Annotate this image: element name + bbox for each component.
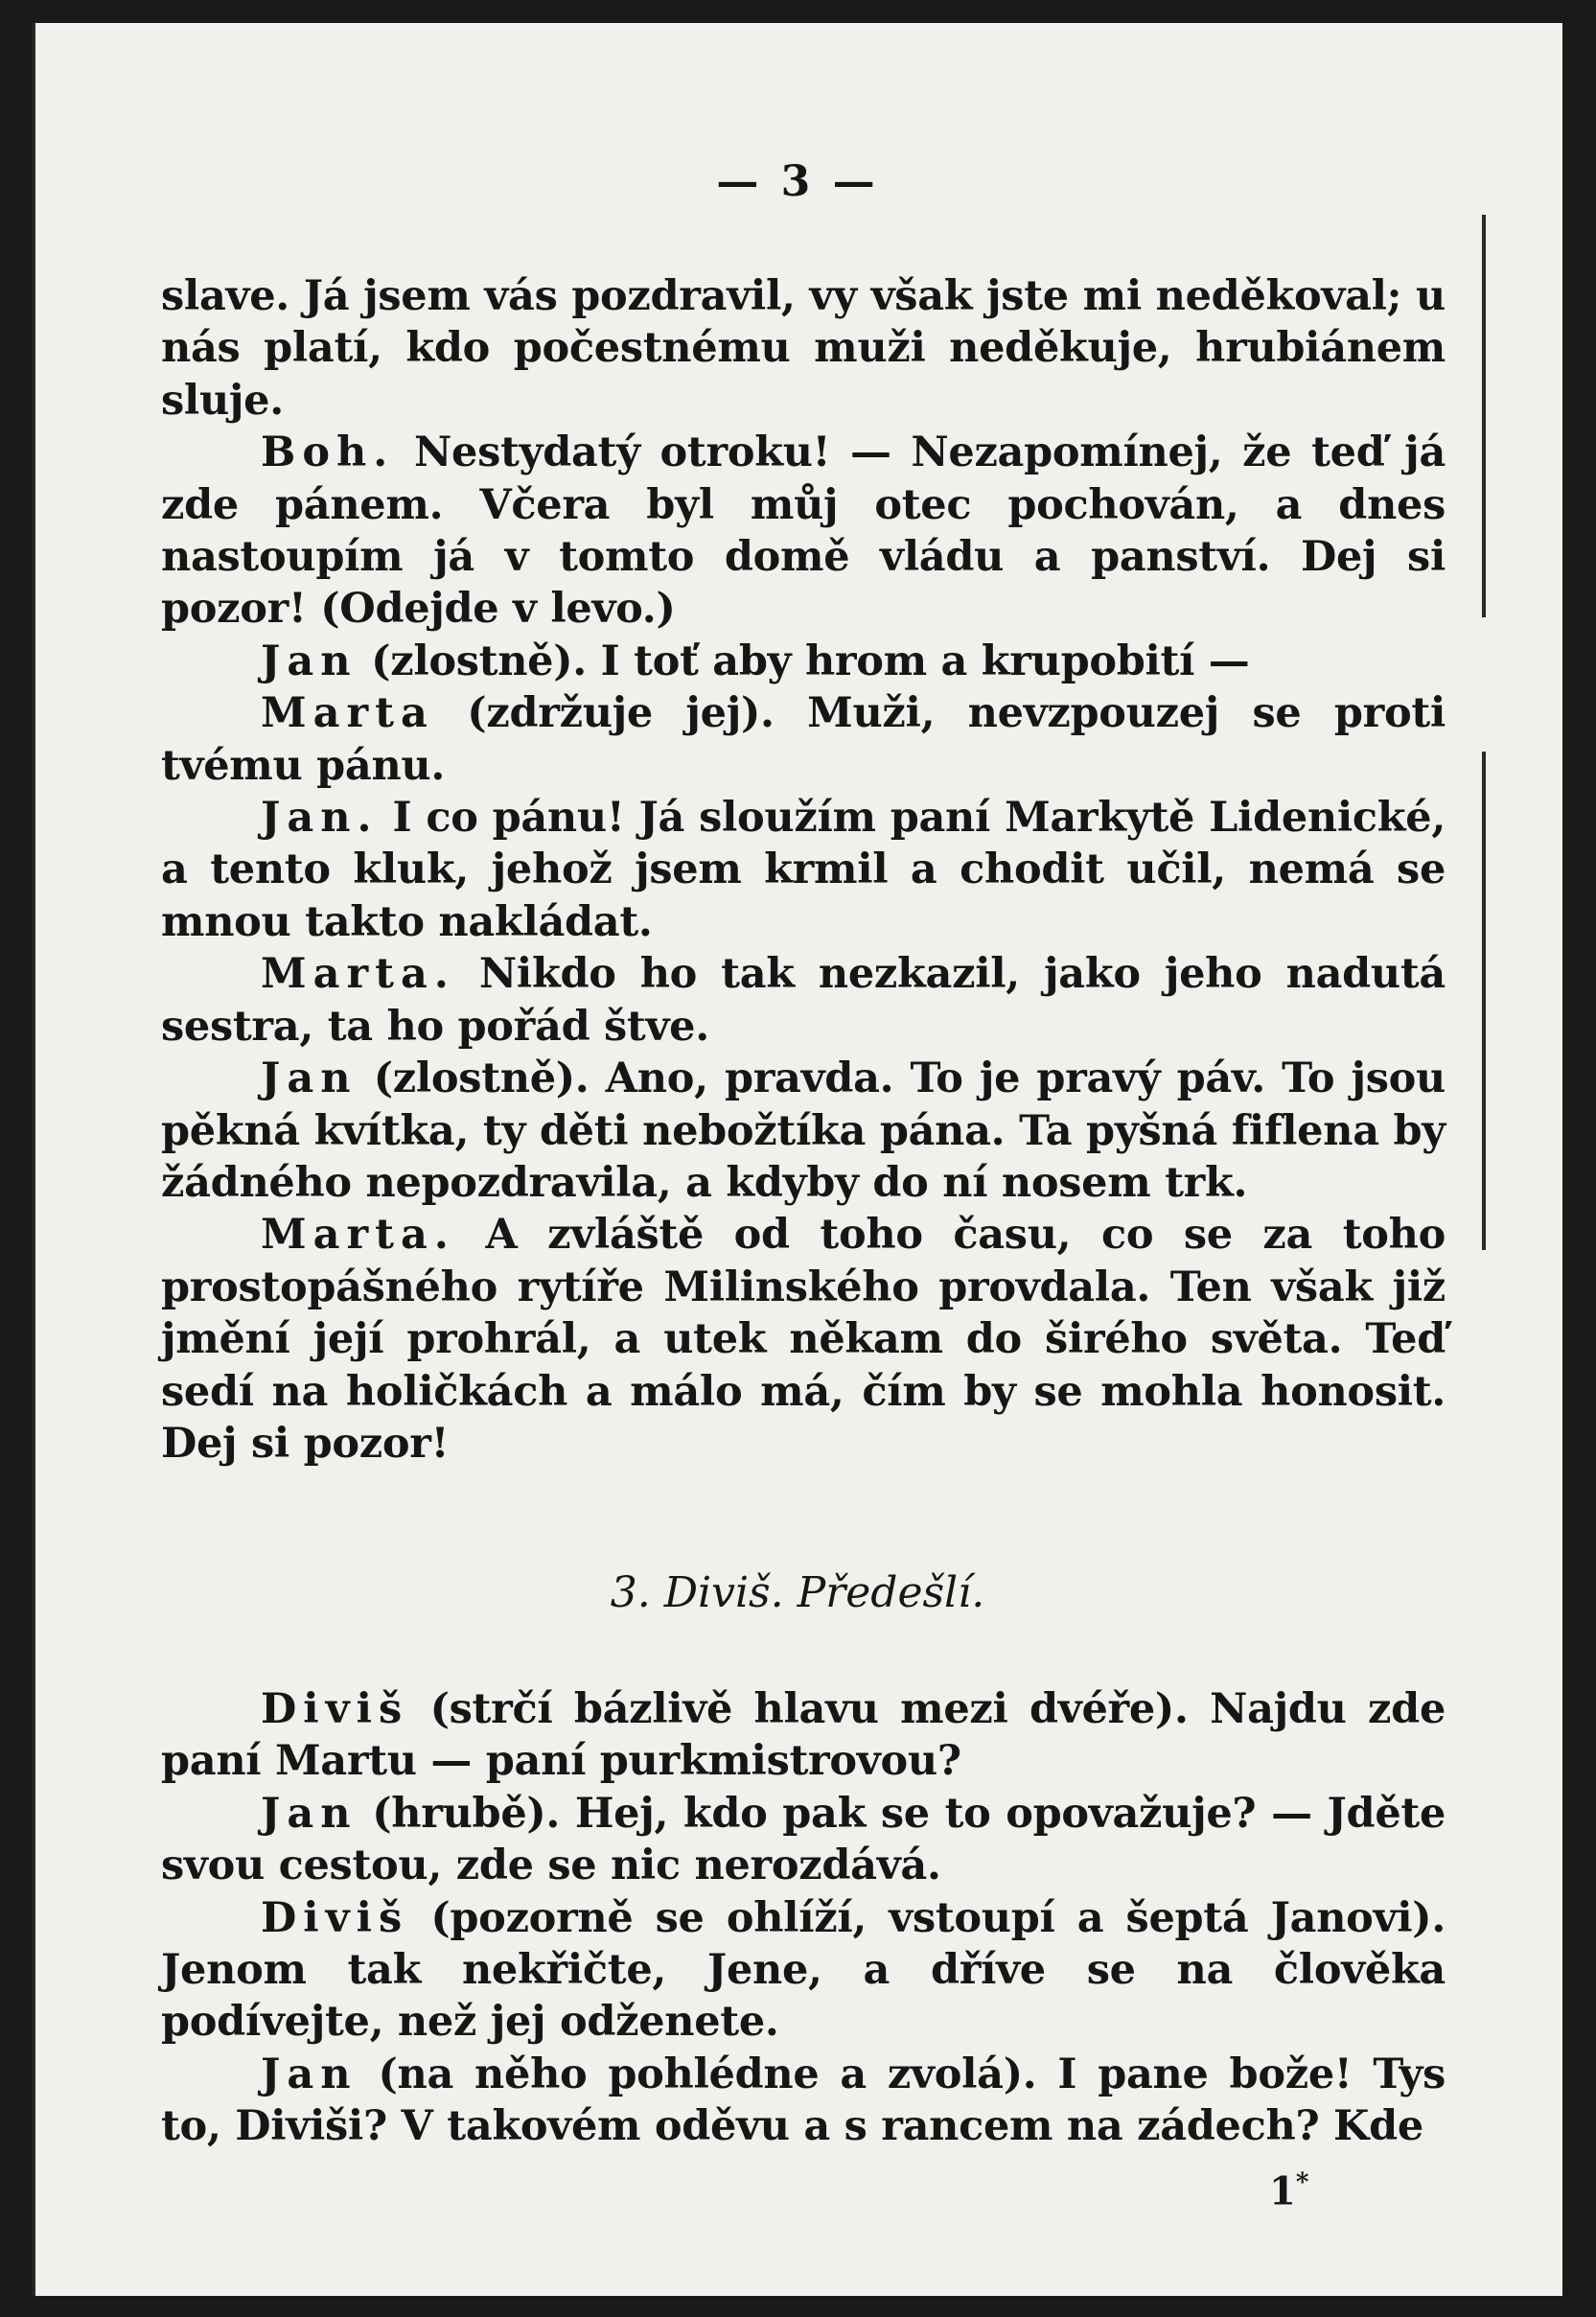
- text-block-2: [161, 1683, 1446, 2153]
- paragraph-text: (hrubě). Hej, kdo pak se to opovažuje? — Jděte svou cestou, zde se nic nerozdává.: [161, 1789, 1446, 1890]
- book-page: [33, 23, 1562, 2296]
- speaker-name: Jan: [261, 1054, 358, 1103]
- margin-rule: [1482, 215, 1486, 617]
- paragraph-text: Nikdo ho tak nezkazil, jako jeho nadutá sestra, ta ho pořád štve.: [161, 950, 1446, 1051]
- paragraph-text: (na něho pohlédne a zvolá). I pane bože! Tys to, Diviši? V takovém oděvu a s rancem na zádech? Kde: [161, 2050, 1446, 2151]
- speaker-name: Marta.: [261, 950, 455, 999]
- sheet-signature-mark: [1269, 2168, 1308, 2213]
- speaker-name: Diviš: [261, 1893, 409, 1942]
- page-number: — 3 —: [716, 157, 879, 206]
- speaker-name: Jan: [261, 1789, 358, 1838]
- paragraph-text: slave. Já jsem vás pozdravil, vy však jste mi neděkoval; u nás platí, kdo počestnému muži neděkuje, hrubiánem sluje.: [161, 272, 1446, 425]
- paragraph-text: A zvláště od toho času, co se za toho prostopášného rytíře Milinského provdala. Ten však již jmění její prohrál, a utek někam do širého světa. Teď sedí na holičkách a málo má, čím by se mohla honosit. Dej si pozor!: [161, 1211, 1446, 1468]
- paragraph-text: (zlostně). I toť aby hrom a krupobití —: [371, 637, 1250, 685]
- paragraph-text: (pozorně se ohlíží, vstoupí a šeptá Janovi). Jenom tak nekřičte, Jene, a dříve se na člověka podívejte, než jej odženete.: [161, 1893, 1446, 2047]
- margin-rule: [1482, 752, 1486, 1250]
- paragraph-text: (strčí bázlivě hlavu mezi dvéře). Najdu zde paní Martu — paní purkmistrovou?: [161, 1685, 1446, 1786]
- speaker-name: Jan: [261, 637, 358, 685]
- paragraph: [161, 1892, 1446, 2049]
- paragraph: [161, 948, 1446, 1053]
- speaker-name: Marta: [261, 689, 434, 738]
- speaker-name: Jan.: [261, 794, 379, 843]
- paragraph-text: I co pánu! Já sloužím paní Markytě Lidenické, a tento kluk, jehož jsem krmil a chodit učil, nemá se mnou takto nakládat.: [161, 794, 1446, 946]
- paragraph-text: (zlostně). Ano, pravda. To je pravý páv. To jsou pěkná kvítka, ty děti nebožtíka pána. Ta pyšná fiflena by žádného nepozdravila, a kdyby do ní nosem trk.: [161, 1054, 1446, 1207]
- sheet-star: *: [1295, 2168, 1309, 2197]
- sheet-number: 1: [1269, 2168, 1296, 2214]
- paragraph: [161, 1053, 1446, 1209]
- paragraph: [161, 427, 1446, 636]
- paragraph: [161, 1209, 1446, 1470]
- paragraph: [161, 1683, 1446, 1788]
- paragraph: [161, 636, 1446, 687]
- paragraph: [161, 270, 1446, 427]
- scene-heading: 3. Diviš. Předešlí.: [610, 1568, 985, 1617]
- speaker-name: Marta.: [261, 1211, 455, 1260]
- paragraph: [161, 1788, 1446, 1892]
- paragraph-text: Nestydatý otroku! — Nezapomínej, že teď já zde pánem. Včera byl můj otec pochován, a dnes nastoupím já v tomto domě vládu a panství. Dej si pozor! (Odejde v levo.): [161, 429, 1446, 634]
- speaker-name: Boh.: [261, 429, 395, 477]
- speaker-name: Jan: [261, 2050, 358, 2098]
- text-block-1: [161, 270, 1446, 1470]
- speaker-name: Diviš: [261, 1685, 409, 1733]
- paragraph: [161, 687, 1446, 792]
- paragraph: [161, 2049, 1446, 2153]
- gutter-line: [33, 23, 35, 2296]
- paragraph: [161, 792, 1446, 948]
- paragraph-text: (zdržuje jej). Muži, nevzpouzej se proti tvému pánu.: [161, 689, 1446, 790]
